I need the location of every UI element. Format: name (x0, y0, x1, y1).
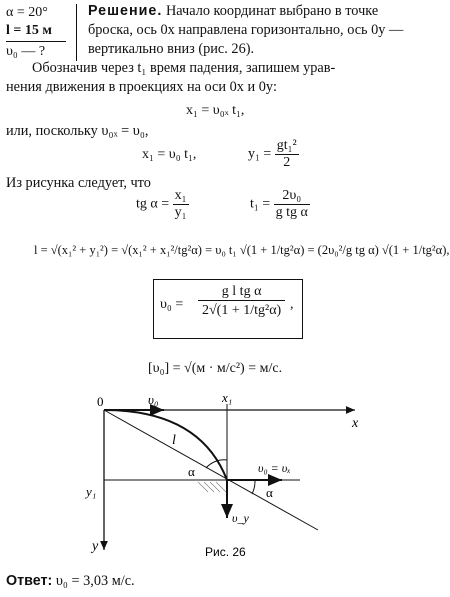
l-label: l (172, 433, 176, 448)
solution-heading: Решение. (88, 3, 163, 19)
equation-tg-lhs: tg α = (136, 196, 170, 212)
result-comma: , (290, 297, 294, 312)
equation-y1 (248, 138, 299, 171)
solution-p1-line2: броска, ось 0x направлена горизонтально, ось 0y — (88, 22, 404, 38)
answer-line (6, 572, 135, 591)
answer-label: Ответ: (6, 573, 53, 589)
x-axis-label: x (352, 416, 359, 431)
solution-p2-line2: нения движения в проекциях на оси 0x и 0y: (6, 79, 277, 95)
given-block (6, 4, 52, 61)
solution-line-1 (88, 2, 378, 21)
result-box (153, 279, 303, 339)
equation-y1-lhs: y₁ = (248, 146, 272, 162)
result-numerator: g l tg α (198, 284, 285, 301)
equation-t1 (250, 188, 310, 221)
given-length: l = 15 м (6, 23, 52, 38)
given-divider (6, 41, 66, 42)
result-denominator: 2√(1 + 1/tg²α) (202, 303, 282, 318)
equation-x1-simple: x₁ = υ₀ t₁, (142, 147, 197, 162)
equation-tg-denominator: y₁ (174, 205, 187, 220)
trajectory-figure (0, 390, 450, 565)
y1-label: y₁ (86, 484, 97, 499)
result-fraction (198, 284, 285, 321)
equation-y1-denominator: 2 (283, 155, 291, 170)
equation-t1-denominator: g tg α (275, 205, 308, 220)
result-lhs: υ₀ = (160, 297, 184, 312)
alpha-arc-right (252, 480, 255, 494)
equation-tg (136, 188, 189, 221)
equation-y1-fraction (275, 138, 299, 171)
alpha-arc-left (206, 460, 227, 468)
equation-t1-numerator: 2υ₀ (274, 188, 310, 205)
vy-label: υ_y (232, 511, 249, 525)
solution-p2-line1: Обозначив через t₁ время падения, запишем урав- (32, 60, 336, 76)
alpha-left-label: α (188, 464, 195, 479)
units-equation: [υ₀] = √(м · м/c²) = м/с. (148, 361, 283, 376)
equation-y1-numerator: gt₁² (276, 138, 297, 153)
given-unknown: υ₀ — ? (6, 44, 46, 59)
equation-tg-fraction (173, 188, 189, 221)
equation-t1-lhs: t₁ = (250, 196, 271, 212)
or-text: или, поскольку υ₀ₓ = υ₀, (6, 123, 149, 139)
given-angle: α = 20° (6, 5, 48, 20)
v0-label: υ₀ (148, 392, 159, 407)
equation-tg-numerator: x₁ (174, 188, 187, 203)
hatch-marks (198, 482, 226, 492)
x1-label: x₁ (222, 390, 233, 405)
solution-p1-line1: Начало координат выбрано в точке (165, 3, 379, 19)
origin-label: 0 (97, 394, 104, 409)
answer-value: υ₀ = 3,03 м/с. (55, 573, 135, 589)
equation-l: l = √(x₁² + y₁²) = √(x₁² + x₁²/tg²α) = υ₀ t₁ √(1 + 1/tg²α) = (2υ₀²/g tg α) √(1 + 1/tg²α), (34, 243, 450, 257)
alpha-right-label: α (266, 485, 273, 500)
figure-caption: Рис. 26 (205, 545, 246, 559)
follows-text: Из рисунка следует, что (6, 175, 151, 191)
vx-label: υ₀ = υₓ (258, 461, 291, 475)
given-vertical-divider (76, 4, 77, 61)
solution-p1-line3: вертикально вниз (рис. 26). (88, 41, 255, 57)
equation-t1-fraction (274, 188, 310, 221)
equation-x1: x₁ = υ₀ₓ t₁, (186, 103, 245, 118)
y-axis-label: y (92, 539, 99, 554)
